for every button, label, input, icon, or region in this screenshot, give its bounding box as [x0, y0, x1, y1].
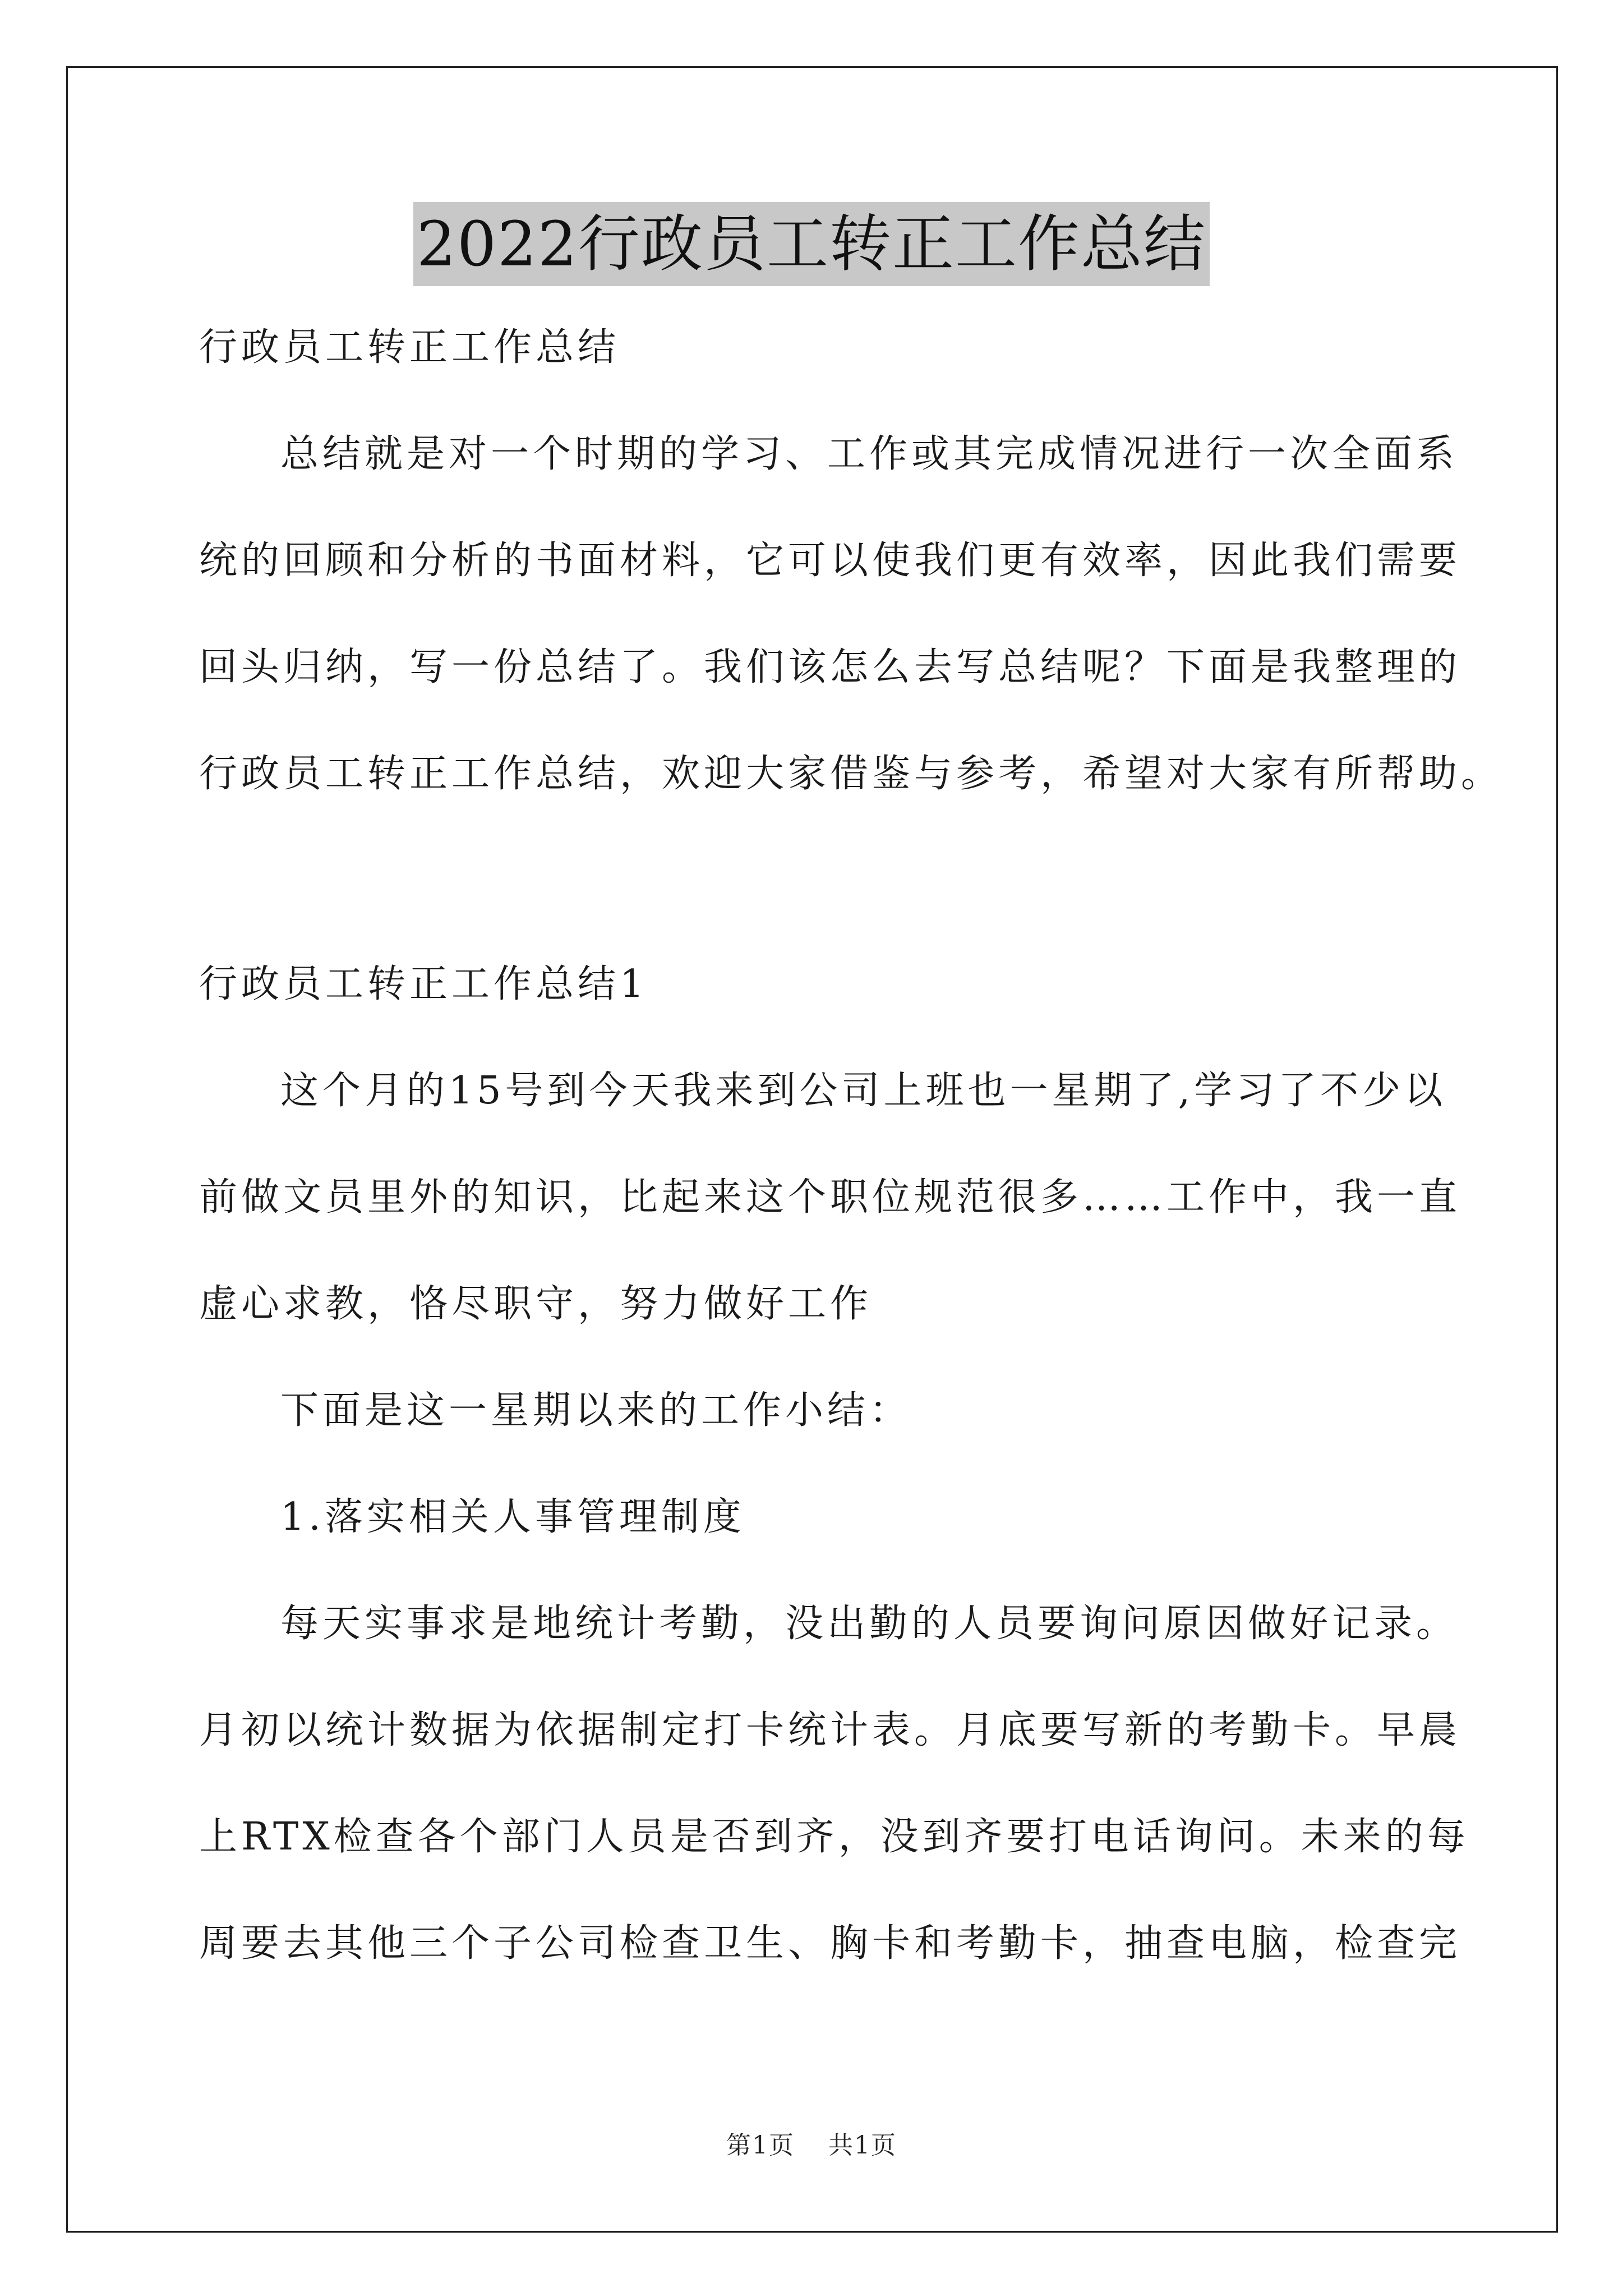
- body-line: 每天实事求是地统计考勤，没出勤的人员要询问原因做好记录。: [280, 1602, 1459, 1646]
- body-line-wrapper: [199, 721, 1504, 827]
- body-line-wrapper: [199, 1144, 1461, 1251]
- body-line: 统的回顾和分析的书面材料，它可以使我们更有效率，因此我们需要: [199, 539, 1461, 583]
- body-line-wrapper: [199, 1038, 1447, 1144]
- page-total: 共1页: [828, 2131, 897, 2160]
- title-container: [0, 202, 1623, 286]
- body-line-wrapper: [199, 1358, 1427, 1464]
- body-line-wrapper: [199, 1251, 1427, 1358]
- body-line: 回头归纳，写一份总结了。我们该怎么去写总结呢？下面是我整理的: [199, 645, 1461, 689]
- body-line: 下面是这一星期以来的工作小结：: [280, 1388, 912, 1433]
- body-line: 前做文员里外的知识，比起来这个职位规范很多……工作中，我一直: [199, 1175, 1461, 1220]
- page-footer: [0, 2125, 1623, 2161]
- body-line: 1.落实相关人事管理制度: [280, 1495, 745, 1539]
- body-line: 周要去其他三个子公司检查卫生、胸卡和考勤卡，抽查电脑，检查完: [199, 1921, 1461, 1966]
- body-line-wrapper: [199, 1677, 1461, 1784]
- body-line: 行政员工转正工作总结1: [199, 962, 648, 1006]
- body-line-wrapper: [199, 1890, 1461, 1997]
- page-number: 第1页: [726, 2131, 795, 2160]
- body-line-wrapper: [199, 1784, 1469, 1890]
- body-line-wrapper: [199, 1464, 1427, 1571]
- body-line-wrapper: [199, 614, 1461, 721]
- body-line: 行政员工转正工作总结，欢迎大家借鉴与参考，希望对大家有所帮助。: [199, 752, 1504, 796]
- body-line: 这个月的15号到今天我来到公司上班也一星期了,学习了不少以: [280, 1069, 1447, 1113]
- body-line-wrapper: [199, 401, 1459, 508]
- body-line: 虚心求教，恪尽职守，努力做好工作: [199, 1282, 873, 1326]
- document-title: 2022行政员工转正工作总结: [413, 202, 1210, 286]
- body-line: 总结就是对一个时期的学习、工作或其完成情况进行一次全面系: [280, 432, 1459, 476]
- body-line: 上RTX检查各个部门人员是否到齐，没到齐要打电话询问。未来的每: [199, 1815, 1469, 1859]
- body-line-wrapper: [199, 1571, 1459, 1677]
- body-line-wrapper: [199, 931, 1427, 1038]
- body-line: 月初以统计数据为依据制定打卡统计表。月底要写新的考勤卡。早晨: [199, 1708, 1461, 1752]
- body-line-wrapper: [199, 508, 1461, 614]
- body-line: 行政员工转正工作总结: [199, 325, 620, 370]
- body-line-wrapper: [199, 295, 1427, 401]
